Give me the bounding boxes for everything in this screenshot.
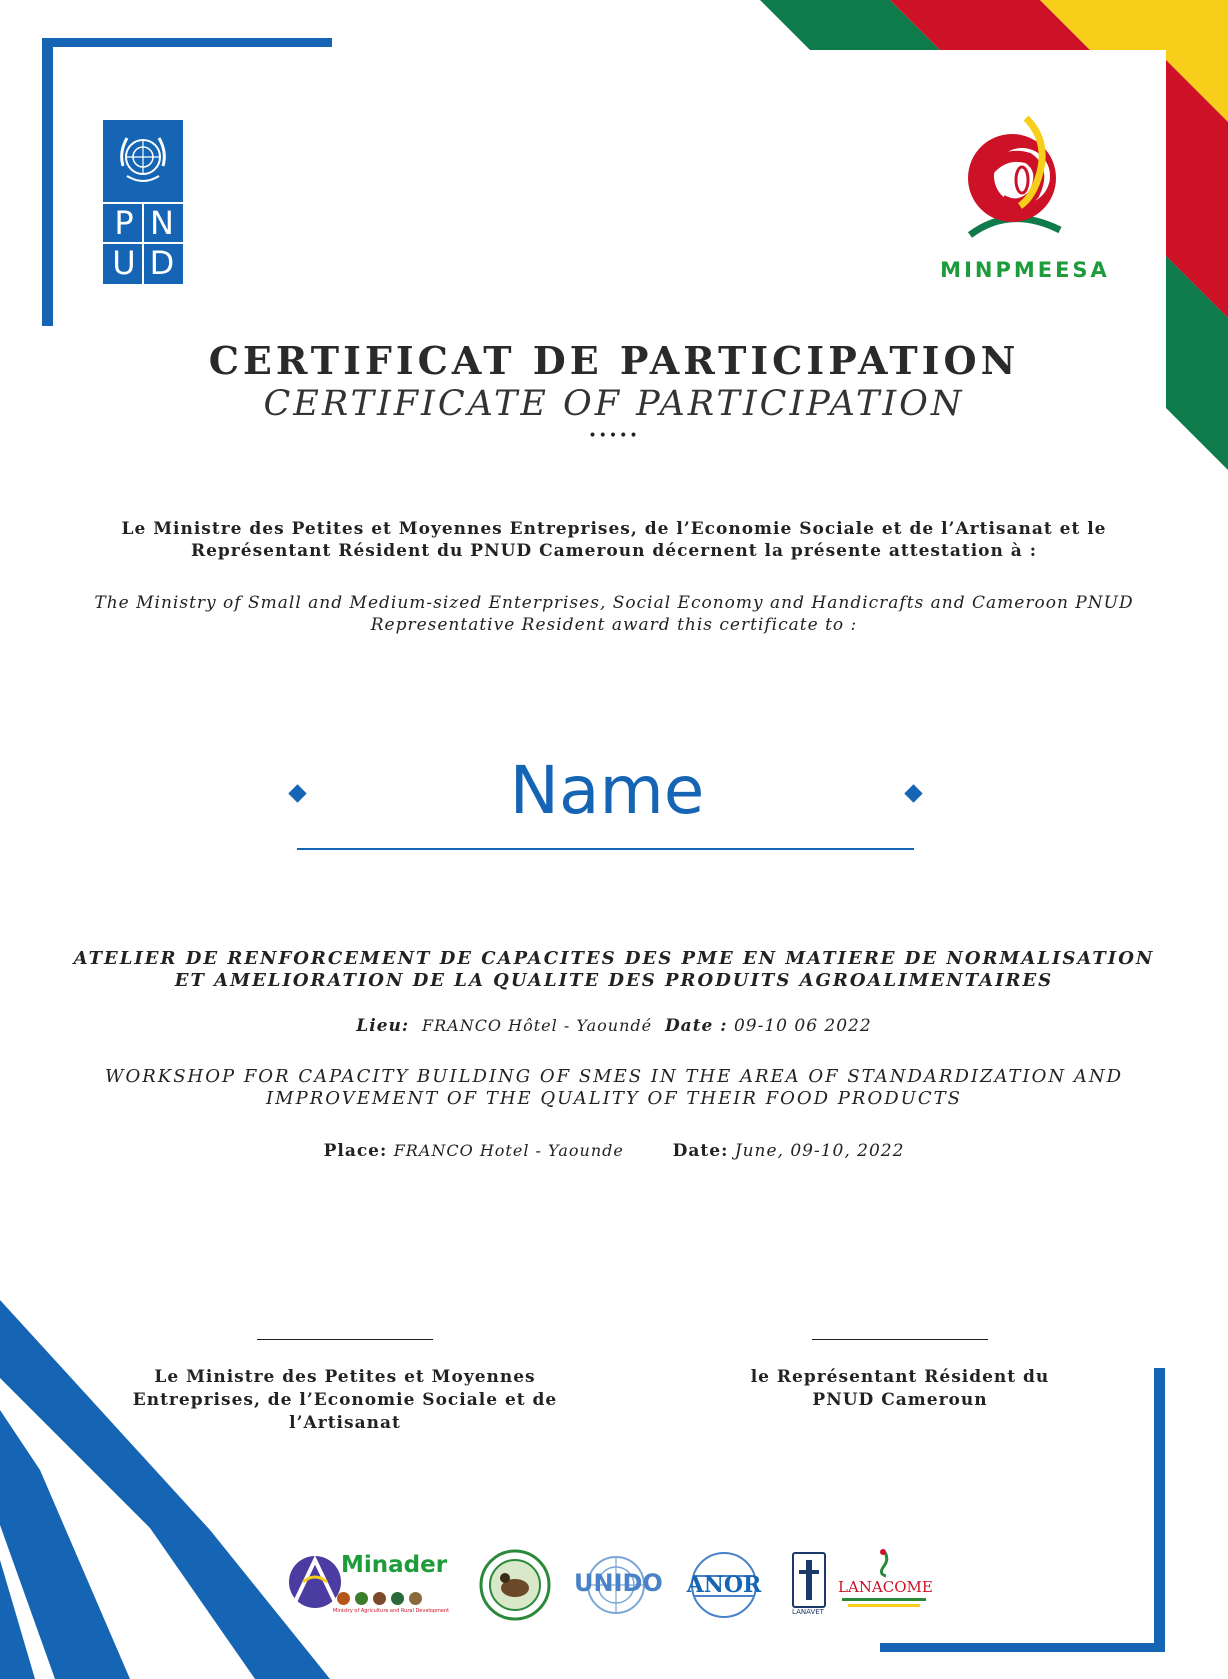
- place-value: FRANCO Hotel - Yaounde: [393, 1141, 624, 1160]
- date-label-french: Date :: [664, 1016, 728, 1036]
- pnud-letter-n: N: [150, 204, 174, 242]
- location-date-english: [0, 1141, 1228, 1161]
- place-label: Place:: [323, 1141, 388, 1161]
- location-date-french: [0, 1016, 1228, 1036]
- unido-logo: [574, 1549, 663, 1621]
- intro-english: The Ministry of Small and Medium-sized Enterprises, Social Economy and Handicrafts and Cameroon PNUD Representative Resident award this certificate to :: [94, 593, 1134, 635]
- minepia-logo-icon: [478, 1548, 552, 1622]
- signature-line-left: [257, 1339, 433, 1340]
- minpmeesa-emblem-icon: [950, 110, 1080, 245]
- lieu-label: Lieu:: [356, 1016, 410, 1036]
- title-english: CERTIFICATE OF PARTICIPATION: [263, 384, 965, 424]
- frame-bottom-right-horizontal: [880, 1643, 1165, 1652]
- unido-label: UNIDO: [574, 1569, 663, 1597]
- anor-label: ANOR: [686, 1572, 762, 1598]
- lanavet-label: LANAVET: [792, 1608, 824, 1616]
- lanacome-label: LANACOME: [838, 1578, 933, 1596]
- blue-stripes-bottom-left: [0, 1300, 330, 1679]
- date-label-english: Date:: [672, 1141, 729, 1161]
- pnud-letter-p: P: [114, 204, 134, 242]
- lanavet-logo: [789, 1552, 827, 1618]
- minader-subtitle: Ministry of Agriculture and Rural Development: [333, 1608, 450, 1614]
- title-separator: •••••: [588, 428, 640, 444]
- name-underline: [297, 848, 914, 850]
- frame-top-left-vertical: [42, 38, 53, 326]
- pnud-logo: [103, 120, 183, 284]
- signature-label-pnud: le Représentant Résident du PNUD Cameroun: [750, 1367, 1050, 1410]
- recipient-name: Name: [509, 752, 705, 829]
- signature-line-right: [812, 1339, 988, 1340]
- title-french: CERTIFICAT DE PARTICIPATION: [208, 338, 1020, 383]
- date-value-english: June, 09-10, 2022: [734, 1141, 905, 1161]
- minpmeesa-label: MINPMEESA: [940, 258, 1110, 282]
- workshop-title-english: WORKSHOP FOR CAPACITY BUILDING OF SMES IN THE AREA OF STANDARDIZATION AND IMPROVEMENT OF THE QUALITY OF THEIR FOOD PRODUCTS: [104, 1066, 1124, 1109]
- lanacome-emblem-icon: [868, 1548, 898, 1578]
- lanacome-logo: [838, 1548, 933, 1620]
- frame-top-left-horizontal: [42, 38, 332, 47]
- minader-label: Minader: [341, 1552, 448, 1578]
- frame-bottom-right-vertical: [1154, 1368, 1165, 1652]
- date-value-french: 09-10 06 2022: [733, 1016, 872, 1036]
- anor-logo: [682, 1550, 766, 1620]
- minader-logo: [285, 1550, 455, 1620]
- un-emblem-icon: [113, 128, 173, 190]
- minader-emblem-icon: [285, 1552, 345, 1616]
- lieu-value: FRANCO Hôtel - Yaoundé: [421, 1016, 653, 1035]
- signature-label-minister: Le Ministre des Petites et Moyennes Entreprises, de l’Economie Sociale et de l’Artisanat: [132, 1367, 558, 1433]
- minpmeesa-logo: [920, 110, 1120, 285]
- pnud-letter-d: D: [149, 244, 175, 282]
- pnud-letter-u: U: [112, 244, 136, 282]
- workshop-title-french: ATELIER DE RENFORCEMENT DE CAPACITES DES PME EN MATIERE DE NORMALISATION ET AMELIORATION DE LA QUALITE DES PRODUITS AGROALIMENTAIRES: [73, 948, 1155, 991]
- intro-french: Le Ministre des Petites et Moyennes Entreprises, de l’Economie Sociale et de l’Artisanat et le Représentant Résident du PNUD Cameroun décernent la présente attestation à :: [121, 519, 1107, 561]
